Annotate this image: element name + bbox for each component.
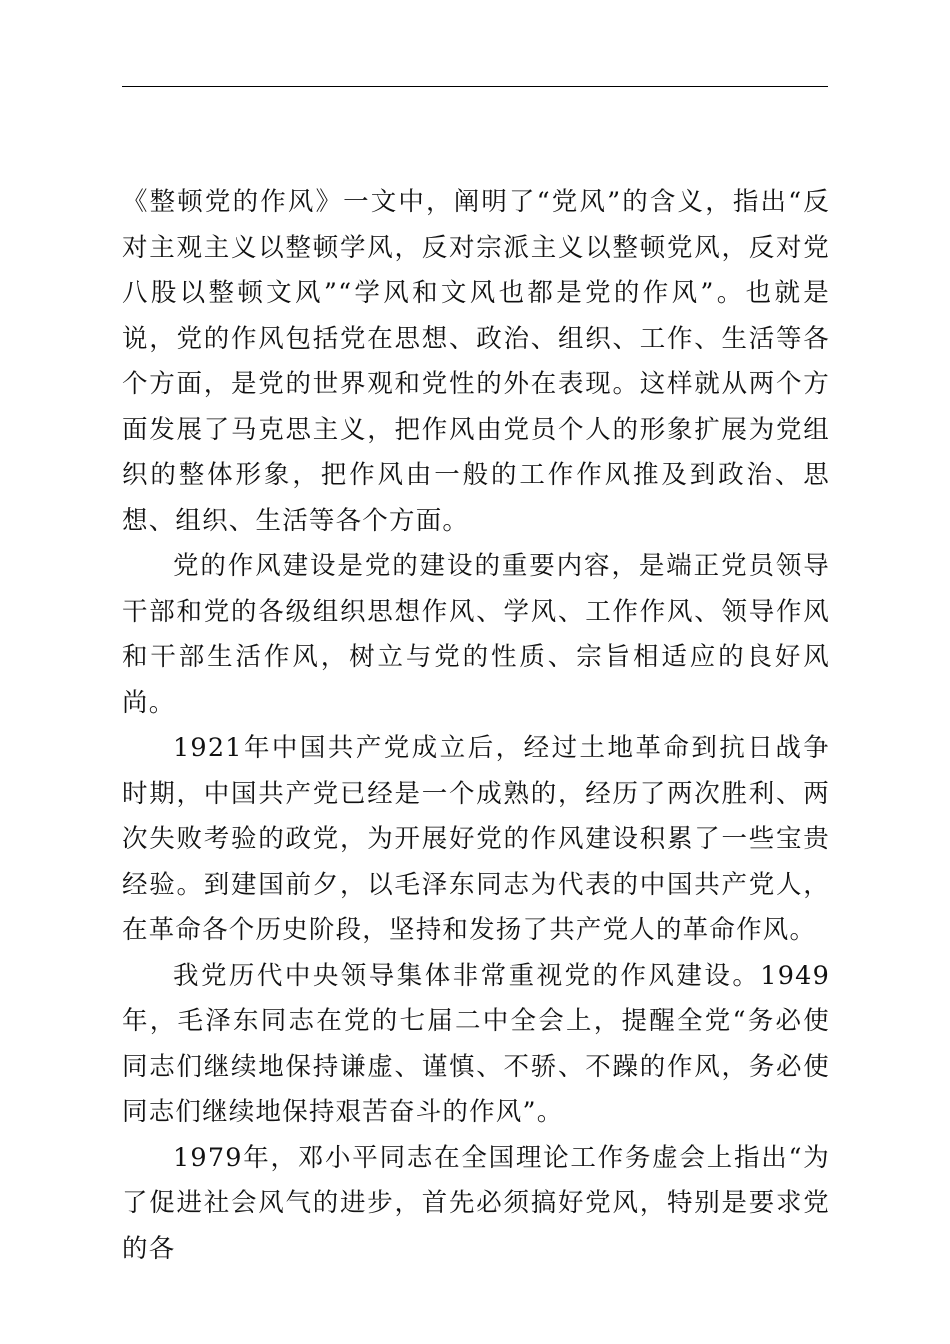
header-rule xyxy=(122,86,828,87)
paragraph: 党的作风建设是党的建设的重要内容，是端正党员领导干部和党的各级组织思想作风、学风、工作作风、领导作风和干部生活作风，树立与党的性质、宗旨相适应的良好风尚。 xyxy=(122,551,830,718)
paragraph: 1979年，邓小平同志在全国理论工作务虚会上指出“为了促进社会风气的进步，首先必须搞好党风，特别是要求党的各 xyxy=(122,1142,830,1264)
paragraph-continued: 《整顿党的作风》一文中，阐明了“党风”的含义，指出“反对主观主义以整顿学风，反对宗派主义以整顿党风，反对党八股以整顿文风”“学风和文风也都是党的作风”。也就是说，党的作风包括党在思想、政治、组织、工作、生活等各个方面，是党的世界观和党性的外在表现。这样就从两个方面发展了马克思主义，把作风由党员个人的形象扩展为党组织的整体形象，把作风由一般的工作作风推及到政治、思想、组织、生活等各个方面。 xyxy=(122,187,830,536)
paragraph: 1921年中国共产党成立后，经过土地革命到抗日战争时期，中国共产党已经是一个成熟的，经历了两次胜利、两次失败考验的政党，为开展好党的作风建设积累了一些宝贵经验。到建国前夕，以毛泽东同志为代表的中国共产党人，在革命各个历史阶段，坚持和发扬了共产党人的革命作风。 xyxy=(122,733,830,945)
document-body xyxy=(122,180,830,1272)
paragraph: 我党历代中央领导集体非常重视党的作风建设。1949年，毛泽东同志在党的七届二中全会上，提醒全党“务必使同志们继续地保持谦虚、谨慎、不骄、不躁的作风，务必使同志们继续地保持艰苦奋斗的作风”。 xyxy=(122,960,830,1127)
